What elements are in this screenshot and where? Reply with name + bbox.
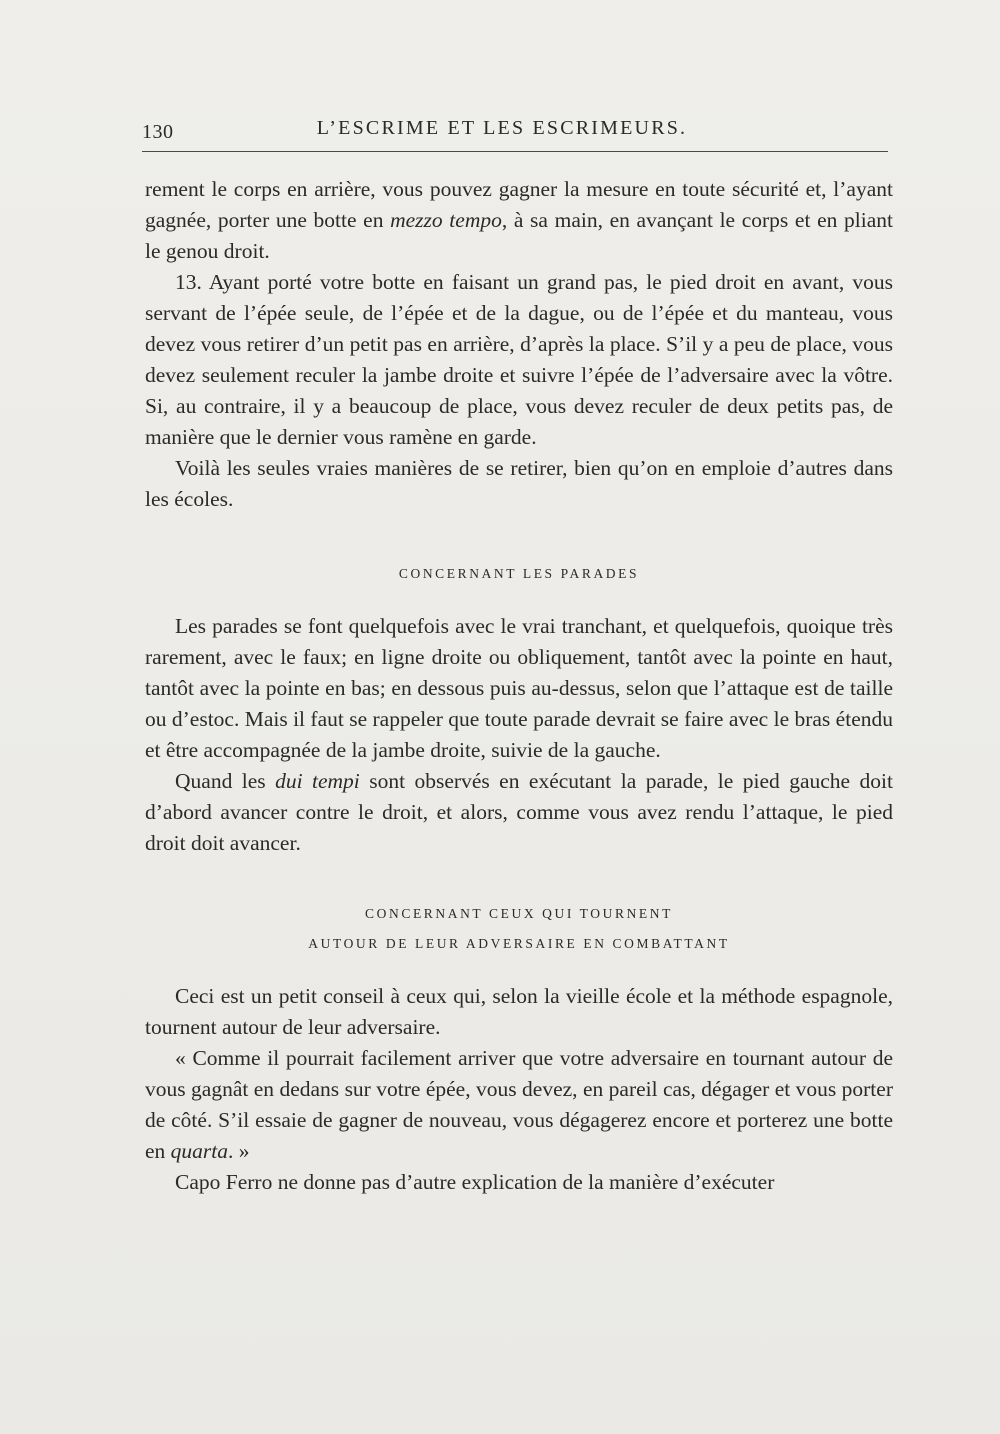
- body-text: [145, 174, 893, 1198]
- italic-term: quarta: [170, 1139, 229, 1163]
- section-heading-tournent-line1: CONCERNANT CEUX QUI TOURNENT: [365, 906, 673, 921]
- paragraph-8: Capo Ferro ne donne pas d’autre explication de la manière d’exécuter: [175, 1170, 775, 1194]
- section-heading-tournent-line2: AUTOUR DE LEUR ADVERSAIRE EN COMBATTANT: [308, 936, 730, 951]
- header-rule: [142, 151, 888, 152]
- paragraph-3: Voilà les seules vraies manières de se retirer, bien qu’on en emploie d’autres dans les écoles.: [145, 456, 893, 511]
- running-head: [142, 113, 888, 149]
- paragraph-5: Quand les dui tempi sont observés en exécutant la parade, le pied gauche doit d’abord avancer contre le droit, et alors, comme vous avez rendu l’attaque, le pied droit doit avancer.: [145, 769, 893, 855]
- paragraph-4: Les parades se font quelquefois avec le vrai tranchant, et quelquefois, quoique très rarement, avec le faux; en ligne droite ou obliquement, tantôt avec la pointe en haut, tantôt avec la pointe en bas; en dessous puis au-dessus, selon que l’attaque est de taille ou d’estoc. Mais il faut se rappeler que toute parade devrait se faire avec le bras étendu et être accompagnée de la jambe droite, suivie de la gauche.: [145, 614, 893, 762]
- running-title: L’ESCRIME ET LES ESCRIMEURS.: [316, 117, 688, 139]
- paragraph-1: rement le corps en arrière, vous pouvez gagner la mesure en toute sécurité et, l’ayant gagnée, porter une botte en mezzo tempo, à sa main, en avançant le corps et en pliant le genou droit.: [145, 177, 893, 263]
- paragraph-6: Ceci est un petit conseil à ceux qui, selon la vieille école et la méthode espagnole, tournent autour de leur adversaire.: [145, 984, 893, 1039]
- italic-term: dui tempi: [275, 769, 360, 793]
- paragraph-7: « Comme il pourrait facilement arriver que votre adversaire en tournant autour de vous gagnât en dedans sur votre épée, vous devez, en pareil cas, dégager et vous porter de côté. S’il essaie de gagner de nouveau, vous dégagerez encore et porterez une botte en quarta. »: [145, 1046, 893, 1163]
- paragraph-2: 13. Ayant porté votre botte en faisant un grand pas, le pied droit en avant, vous servant de l’épée seule, de l’épée et de la dague, ou de l’épée et du manteau, vous devez vous retirer d’un petit pas en arrière, d’après la place. S’il y a peu de place, vous devez seulement reculer la jambe droite et suivre l’épée de l’adversaire avec la vôtre. Si, au contraire, il y a beaucoup de place, vous devez reculer de deux petits pas, de manière que le dernier vous ramène en garde.: [145, 270, 893, 449]
- section-heading-parades: CONCERNANT LES PARADES: [398, 566, 640, 581]
- page-number: 130: [142, 121, 174, 143]
- italic-term: mezzo tempo: [390, 208, 502, 232]
